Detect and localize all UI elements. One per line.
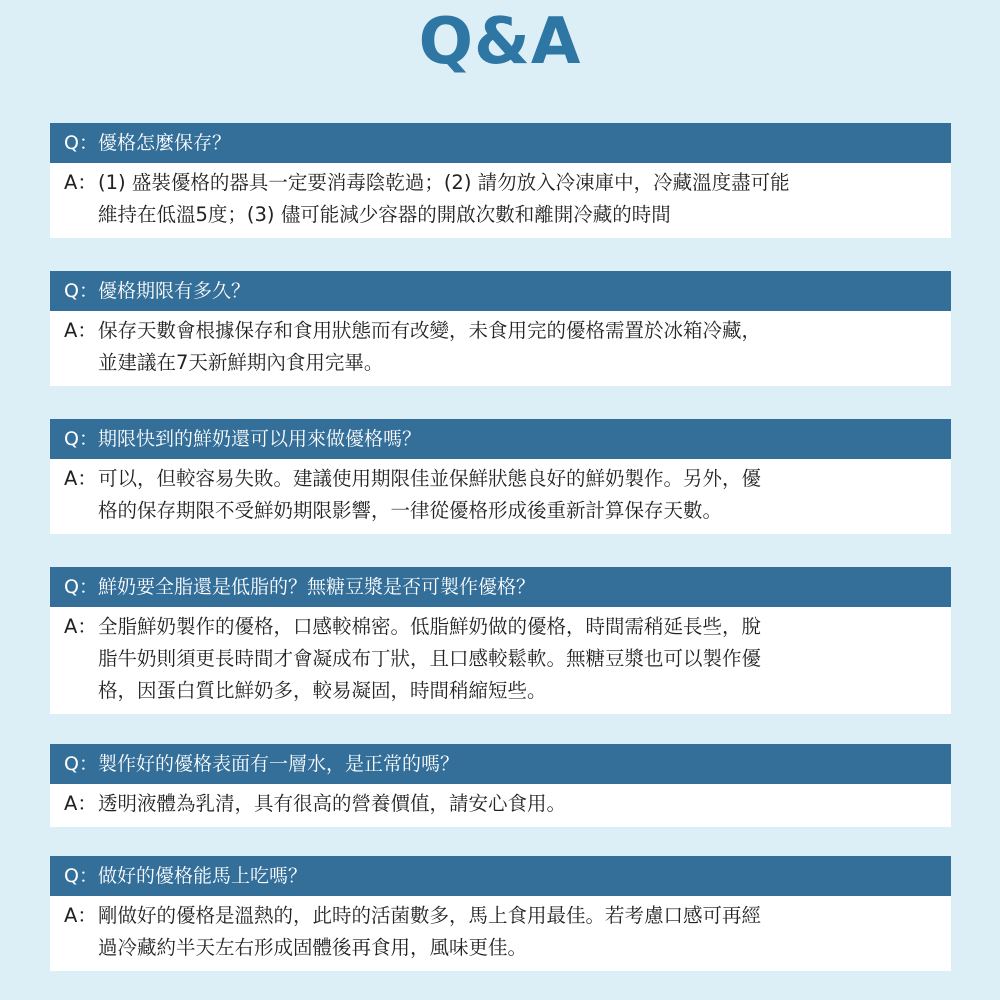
answer-text bbox=[98, 788, 931, 820]
answer-line: 並建議在7天新鮮期內食用完畢。 bbox=[98, 351, 384, 374]
answer-prefix: A： bbox=[64, 319, 97, 342]
page-title: Q&A bbox=[418, 5, 582, 79]
answer-prefix: A： bbox=[64, 467, 97, 490]
answer-line: 格的保存期限不受鮮奶期限影響，一律從優格形成後重新計算保存天數。 bbox=[98, 499, 723, 522]
question-bar: Q：鮮奶要全脂還是低脂的？無糖豆漿是否可製作優格？ bbox=[50, 567, 951, 607]
qa-item bbox=[50, 744, 951, 827]
answer-prefix: A： bbox=[64, 171, 97, 194]
answer-line: (1) 盛裝優格的器具一定要消毒陰乾過；(2) 請勿放入冷凍庫中，冷藏溫度盡可能 bbox=[98, 171, 790, 194]
answer-prefix: A： bbox=[64, 615, 97, 638]
qa-item bbox=[50, 419, 951, 534]
answer-box bbox=[50, 607, 951, 714]
answer-line: 剛做好的優格是溫熱的，此時的活菌數多，馬上食用最佳。若考慮口感可再經 bbox=[98, 904, 762, 927]
answer-line: 維持在低溫5度；(3) 儘可能減少容器的開啟次數和離開冷藏的時間 bbox=[98, 203, 671, 226]
question-bar: Q：做好的優格能馬上吃嗎？ bbox=[50, 856, 951, 896]
qa-item bbox=[50, 123, 951, 238]
answer-line: 可以，但較容易失敗。建議使用期限佳並保鮮狀態良好的鮮奶製作。另外，優 bbox=[98, 467, 762, 490]
answer-line: 保存天數會根據保存和食用狀態而有改變，未食用完的優格需置於冰箱冷藏， bbox=[98, 319, 762, 342]
qa-item bbox=[50, 271, 951, 386]
answer-line: 格，因蛋白質比鮮奶多，較易凝固，時間稍縮短些。 bbox=[98, 679, 547, 702]
answer-box bbox=[50, 311, 951, 386]
answer-text bbox=[98, 167, 931, 231]
answer-box bbox=[50, 784, 951, 827]
answer-line: 過冷藏約半天左右形成固體後再食用，風味更佳。 bbox=[98, 936, 528, 959]
answer-line: 脂牛奶則須更長時間才會凝成布丁狀，且口感較鬆軟。無糖豆漿也可以製作優 bbox=[98, 647, 762, 670]
answer-prefix: A： bbox=[64, 904, 97, 927]
answer-line: 透明液體為乳清，具有很高的營養價值，請安心食用。 bbox=[98, 792, 567, 815]
qa-item bbox=[50, 856, 951, 971]
answer-text bbox=[98, 611, 931, 707]
answer-prefix: A： bbox=[64, 792, 97, 815]
answer-box bbox=[50, 163, 951, 238]
question-bar: Q：優格期限有多久？ bbox=[50, 271, 951, 311]
answer-box bbox=[50, 459, 951, 534]
answer-box bbox=[50, 896, 951, 971]
qa-list bbox=[50, 123, 951, 971]
qa-item bbox=[50, 567, 951, 714]
question-bar: Q：製作好的優格表面有一層水，是正常的嗎？ bbox=[50, 744, 951, 784]
answer-text bbox=[98, 900, 931, 964]
question-bar: Q：期限快到的鮮奶還可以用來做優格嗎？ bbox=[50, 419, 951, 459]
question-bar: Q：優格怎麼保存？ bbox=[50, 123, 951, 163]
answer-text bbox=[98, 463, 931, 527]
answer-line: 全脂鮮奶製作的優格，口感較棉密。低脂鮮奶做的優格，時間需稍延長些，脫 bbox=[98, 615, 762, 638]
answer-text bbox=[98, 315, 931, 379]
